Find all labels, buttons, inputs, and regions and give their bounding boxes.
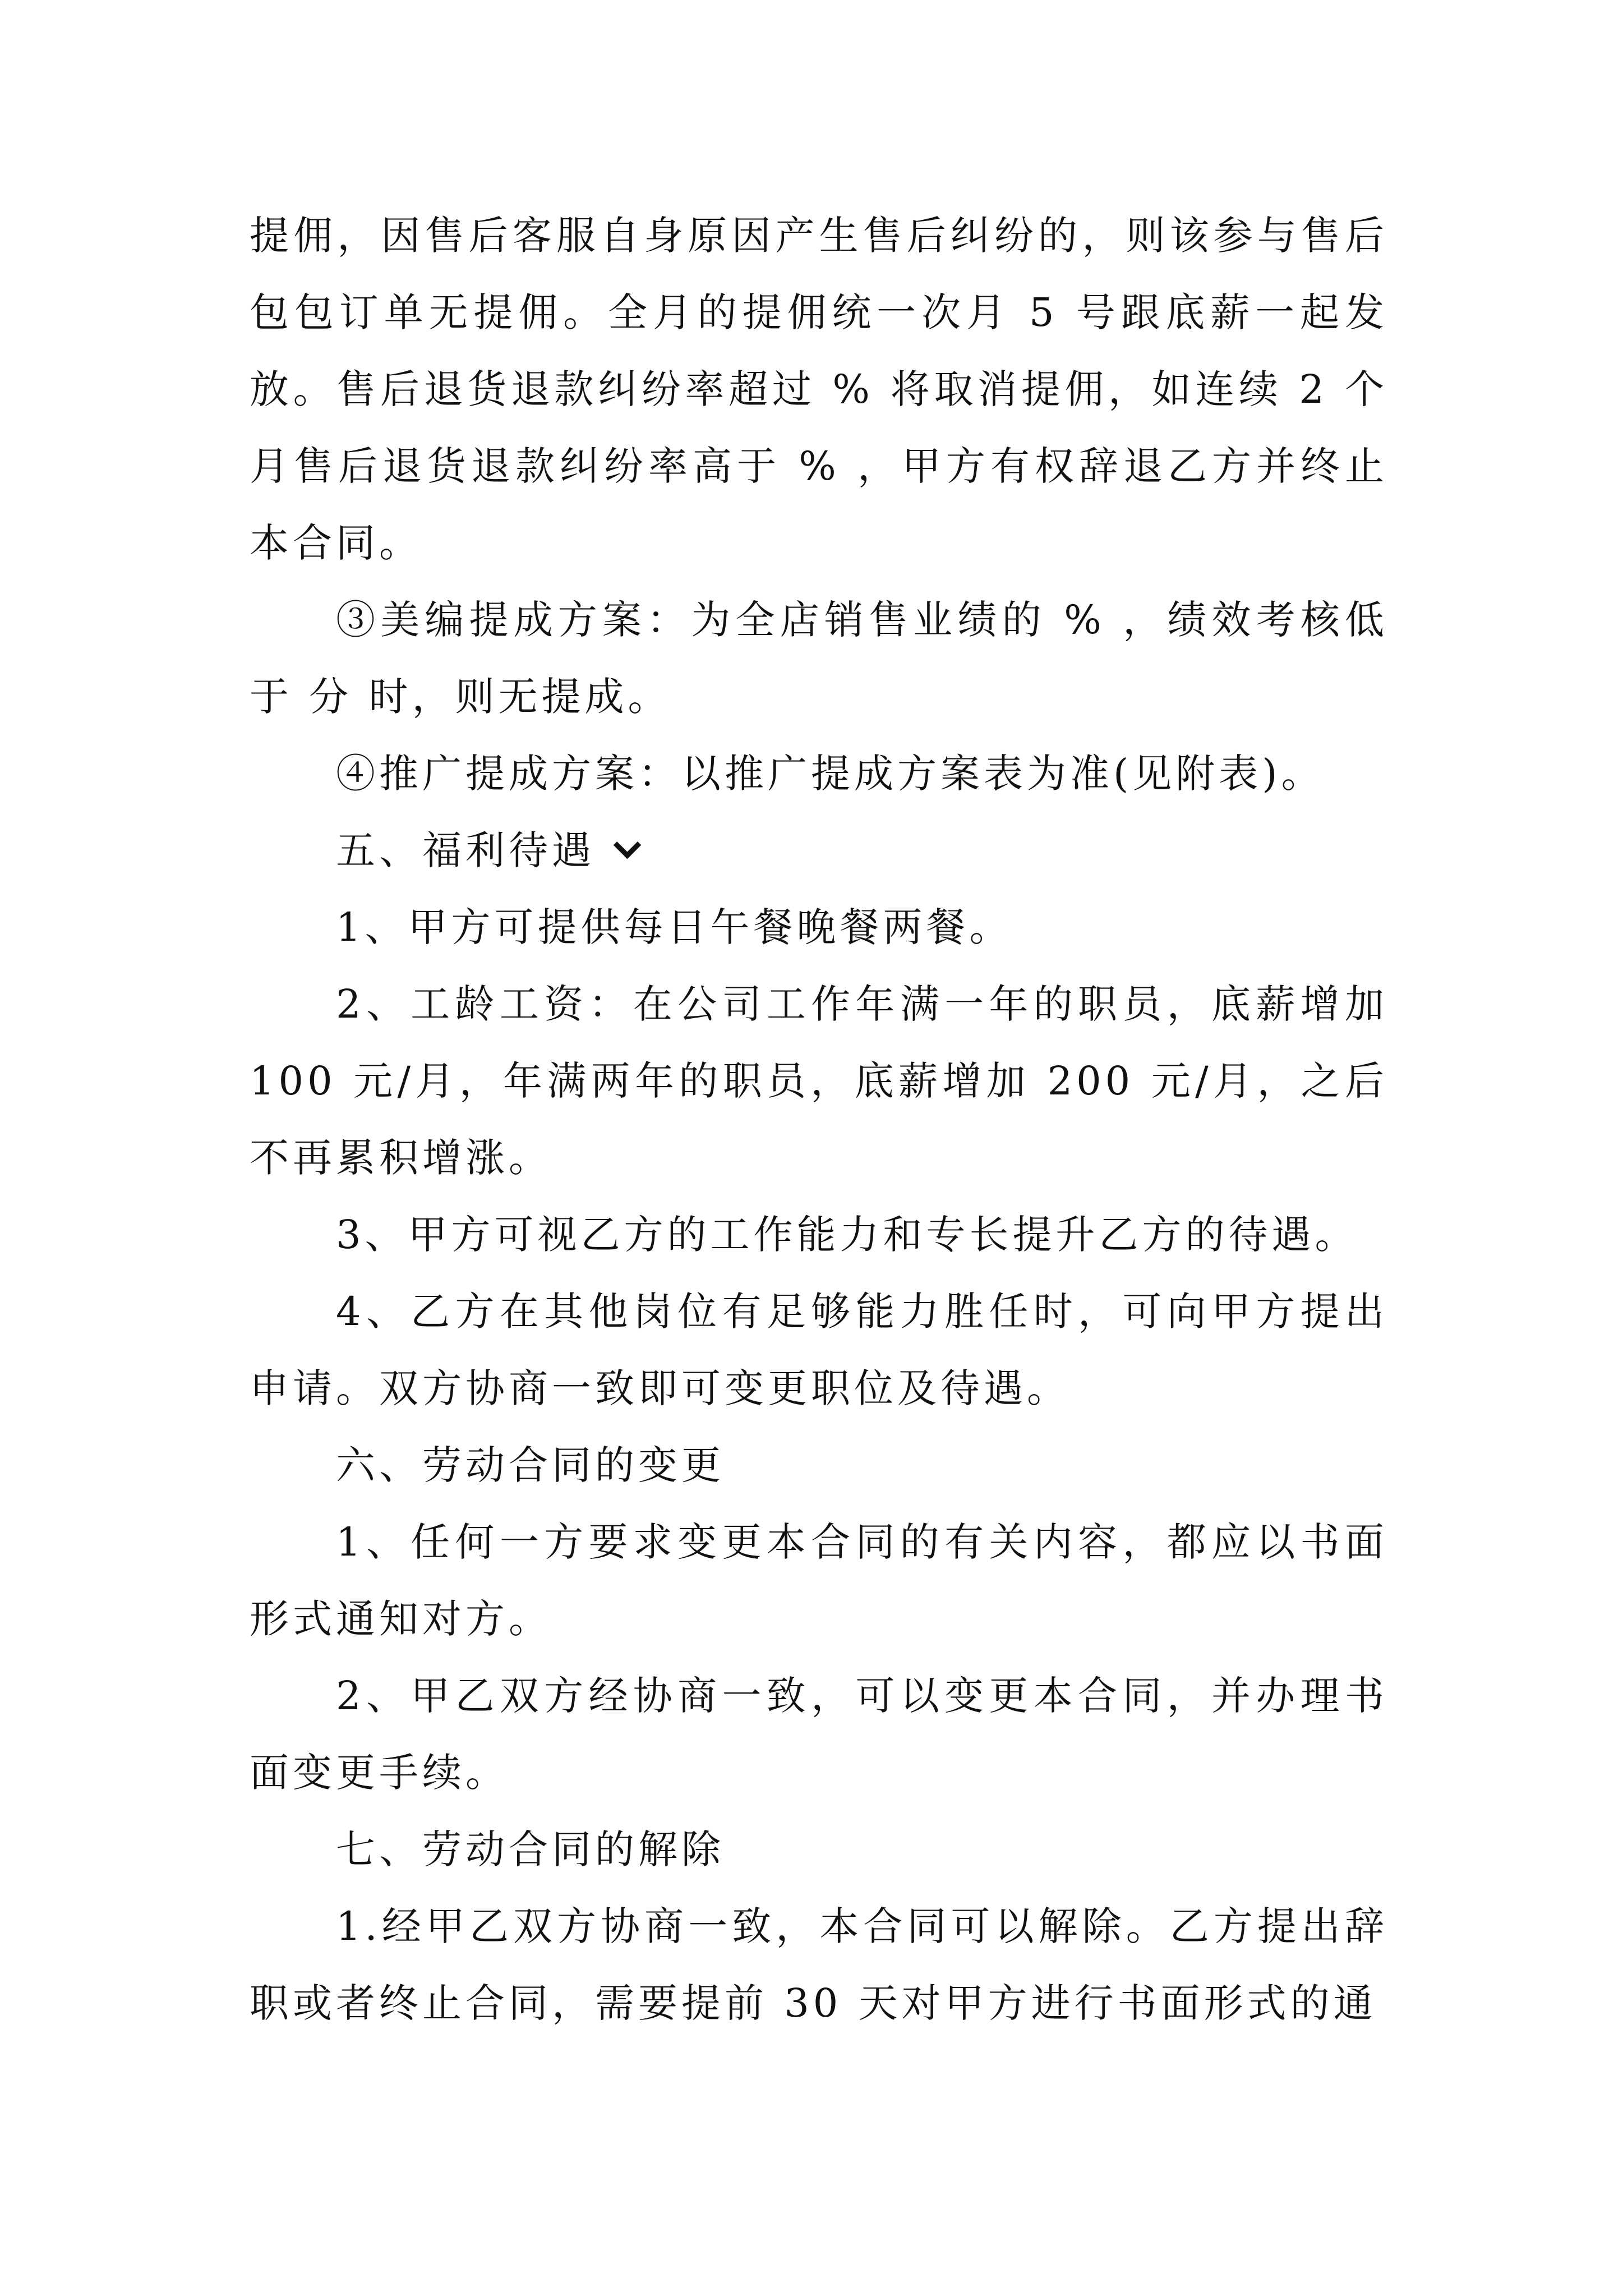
- designer-commission-paragraph: ③美编提成方案：为全店销售业绩的 % ，绩效考核低于 分 时，则无提成。: [250, 597, 1388, 720]
- benefits-item-4: 4、乙方在其他岗位有足够能力胜任时，可向甲方提出申请。双方协商一致即可变更职位及待遇。: [250, 1289, 1388, 1411]
- section-heading-benefits-label: 五、福利待遇: [336, 827, 595, 873]
- benefits-item-2: 2、工龄工资：在公司工作年满一年的职员，底薪增加 100 元/月，年满两年的职员，底薪增加 200 元/月，之后不再累积增涨。: [250, 981, 1388, 1181]
- document-page: [250, 197, 1388, 2042]
- section-heading-contract-termination: 七、劳动合同的解除: [336, 1826, 725, 1872]
- chevron-down-icon[interactable]: [614, 831, 641, 859]
- benefits-item-1: 1、甲方可提供每日午餐晚餐两餐。: [336, 904, 1013, 950]
- contract-change-item-1: 1、任何一方要求变更本合同的有关内容，都应以书面形式通知对方。: [250, 1519, 1388, 1642]
- promotion-commission-paragraph: ④推广提成方案：以推广提成方案表为准(见附表)。: [336, 751, 1325, 797]
- contract-termination-item-1: 1.经甲乙双方协商一致，本合同可以解除。乙方提出辞职或者终止合同，需要提前 30 天对甲方进行书面形式的通: [250, 1903, 1388, 2026]
- benefits-item-3: 3、甲方可视乙方的工作能力和专长提升乙方的待遇。: [336, 1212, 1358, 1258]
- section-heading-benefits[interactable]: [250, 812, 1388, 889]
- commission-paragraph: 提佣，因售后客服自身原因产生售后纠纷的，则该参与售后包包订单无提佣。全月的提佣统一次月 5 号跟底薪一起发放。售后退货退款纠纷率超过 % 将取消提佣，如连续 2 个月售后退货退款纠纷率高于 % ，甲方有权辞退乙方并终止本合同。: [250, 213, 1388, 566]
- contract-change-item-2: 2、甲乙双方经协商一致，可以变更本合同，并办理书面变更手续。: [250, 1673, 1388, 1796]
- section-heading-contract-change: 六、劳动合同的变更: [336, 1442, 725, 1488]
